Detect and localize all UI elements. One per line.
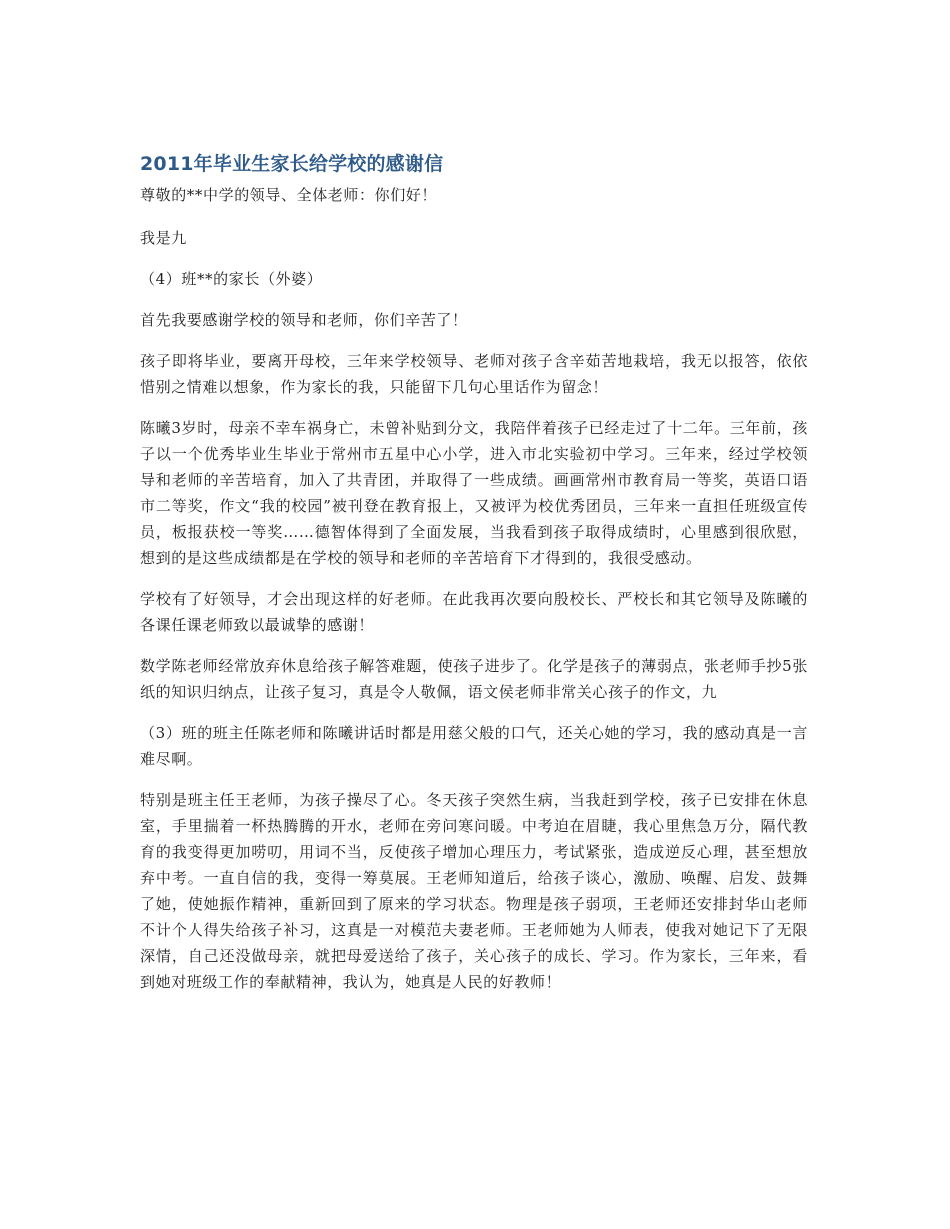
paragraph: 孩子即将毕业，要离开母校，三年来学校领导、老师对孩子含辛茹苦地栽培，我无以报答，依依惜别之情难以想象，作为家长的我，只能留下几句心里话作为留念！: [140, 352, 808, 396]
paragraph: 数学陈老师经常放弃休息给孩子解答难题，使孩子进步了。化学是孩子的薄弱点，张老师手抄5张纸的知识归纳点，让孩子复习，真是令人敬佩，语文侯老师非常关心孩子的作文，九: [140, 657, 808, 701]
document-page: [140, 150, 808, 1010]
paragraph: 首先我要感谢学校的领导和老师，你们辛苦了！: [140, 311, 468, 329]
paragraph: 我是九: [140, 229, 187, 247]
paragraph: 陈曦3岁时，母亲不幸车祸身亡，未曾补贴到分文，我陪伴着孩子已经走过了十二年。三年前，孩子以一个优秀毕业生毕业于常州市五星中心小学，进入市北实验初中学习。三年来，经过学校领导和老师的辛苦培育，加入了共青团，并取得了一些成绩。画画常州市教育局一等奖，英语口语市二等奖，作文“我的校园”被刊登在教育报上，又被评为校优秀团员，三年来一直担任班级宣传员，板报获校一等奖……德智体得到了全面发展，当我看到孩子取得成绩时，心里感到很欣慰，想到的是这些成绩都是在学校的领导和老师的辛苦培育下才得到的，我很受感动。: [140, 419, 808, 567]
paragraph: （4）班**的家长（外婆）: [140, 270, 323, 288]
paragraph: 学校有了好领导，才会出现这样的好老师。在此我再次要向殷校长、严校长和其它领导及陈曦的各课任课老师致以最诚挚的感谢！: [140, 590, 808, 634]
salutation: 尊敬的**中学的领导、全体老师：你们好！: [140, 186, 438, 204]
paragraph: （3）班的班主任陈老师和陈曦讲话时都是用慈父般的口气，还关心她的学习，我的感动真是一言难尽啊。: [140, 724, 808, 768]
paragraph: 特别是班主任王老师，为孩子操尽了心。冬天孩子突然生病，当我赶到学校，孩子已安排在休息室，手里揣着一杯热腾腾的开水，老师在旁问寒问暖。中考迫在眉睫，我心里焦急万分，隔代教育的我变得更加唠叨，用词不当，反使孩子增加心理压力，考试紧张，造成逆反心理，甚至想放弃中考。一直自信的我，变得一筹莫展。王老师知道后，给孩子谈心，激励、唤醒、启发、鼓舞了她，使她振作精神，重新回到了原来的学习状态。物理是孩子弱项，王老师还安排封华山老师不计个人得失给孩子补习，这真是一对模范夫妻老师。王老师她为人师表，使我对她记下了无限深情，自己还没做母亲，就把母爱送给了孩子，关心孩子的成长、学习。作为家长，三年来，看到她对班级工作的奉献精神，我认为，她真是人民的好教师！: [140, 791, 808, 991]
document-title: 2011年毕业生家长给学校的感谢信: [140, 153, 444, 175]
